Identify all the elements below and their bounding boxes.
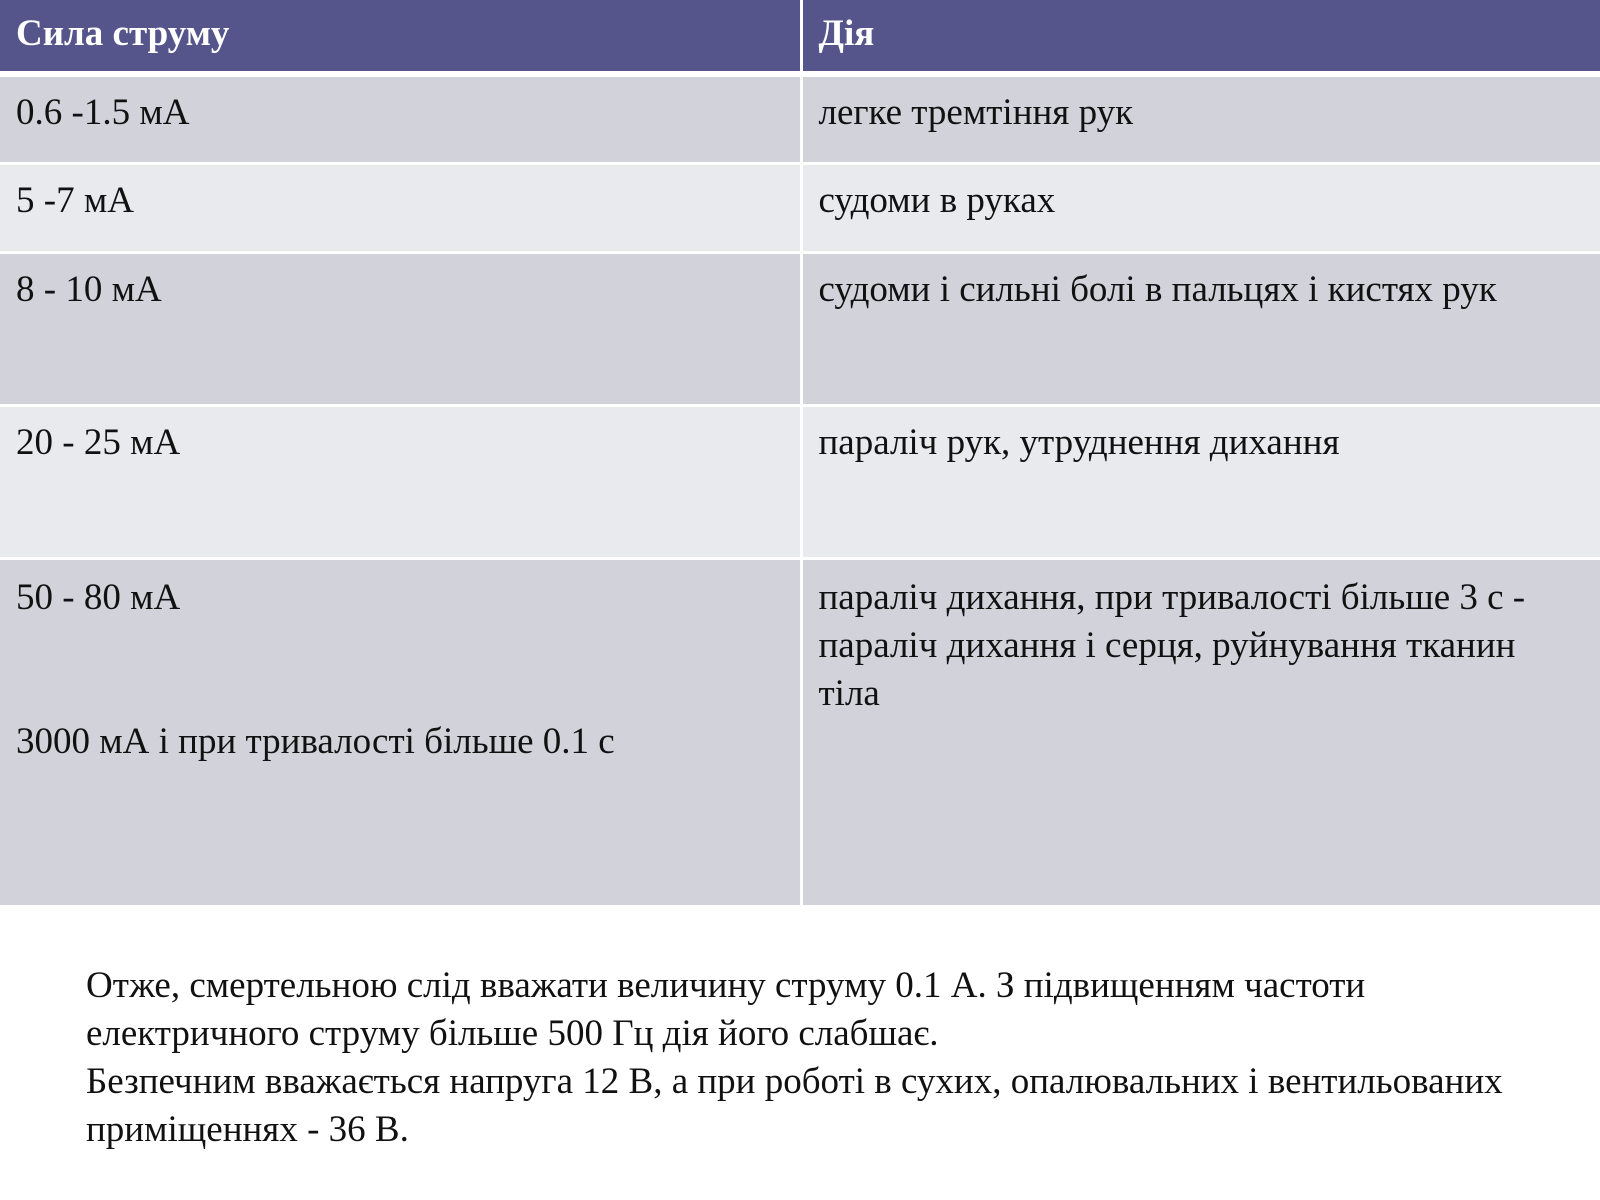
header-current: Сила струму (0, 0, 801, 74)
conclusion-paragraph: Безпечним вважається напруга 12 В, а при роботі в сухих, опалювальних і вентильованих приміщеннях - 36 В. (86, 1061, 1503, 1150)
table-header-row (0, 0, 1600, 74)
effect-cell: легке тремтіння рук (801, 74, 1600, 163)
effect-cell: параліч дихання, при тривалості більше 3 с - параліч дихання і серця, руйнування тканин тіла (801, 558, 1600, 906)
current-value: 0.6 -1.5 мА (16, 92, 190, 133)
table-row (0, 252, 1600, 405)
conclusion-paragraph: Отже, смертельною слід вважати величину струму 0.1 А. З підвищенням частоти електричного струму більше 500 Гц дія його слабшає. (86, 965, 1366, 1054)
cell-spacer (16, 622, 784, 718)
effect-cell: судоми і сильні болі в пальцях і кистях рук (801, 252, 1600, 405)
table-row (0, 74, 1600, 163)
table-row (0, 163, 1600, 252)
current-value: 50 - 80 мА (16, 576, 181, 618)
table-row (0, 405, 1600, 558)
header-effect: Дія (801, 0, 1600, 74)
current-value: 3000 мА і при тривалості більше 0.1 с (16, 720, 615, 762)
table-row (0, 558, 1600, 906)
current-value: 20 - 25 мА (16, 421, 181, 463)
current-value: 8 - 10 мА (16, 268, 162, 310)
conclusion-text (86, 962, 1546, 1154)
current-cell (0, 558, 801, 906)
effect-cell: судоми в руках (801, 163, 1600, 252)
current-value: 5 -7 мА (16, 179, 134, 221)
current-cell (0, 74, 801, 163)
current-cell (0, 252, 801, 405)
current-cell (0, 405, 801, 558)
current-cell (0, 163, 801, 252)
effect-cell: параліч рук, утруднення дихання (801, 405, 1600, 558)
